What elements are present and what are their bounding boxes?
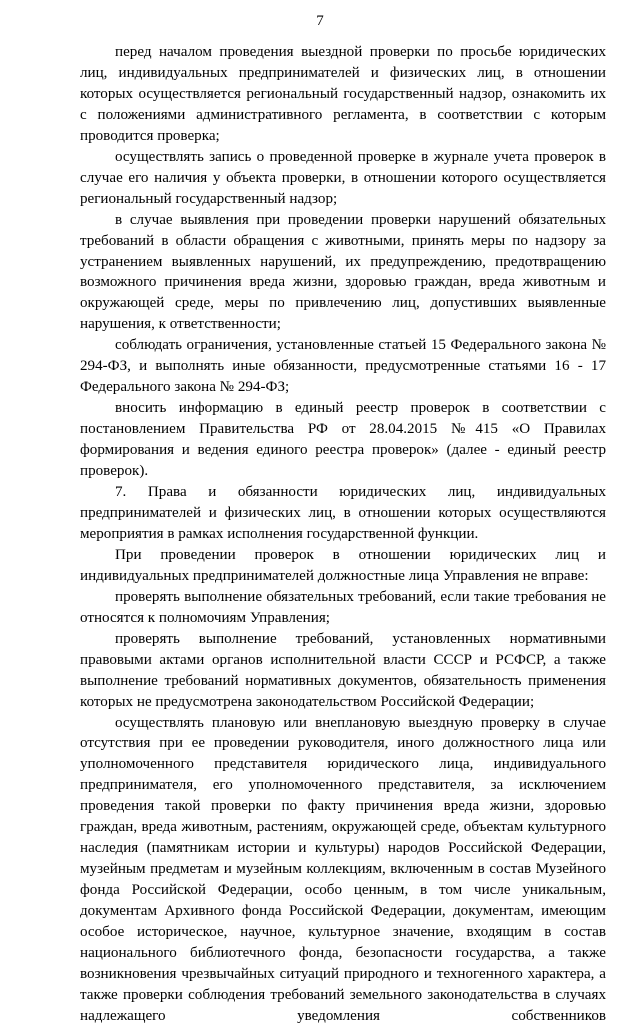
paragraph-inspection-familiarization: перед началом проведения выездной проверки по просьбе юридических лиц, индивидуальных предпринимателей и физических лиц, в отношении которых осуществляется региональный государственный надзор, ознакомить их с положениями административного регламента, в соответствии с которым проводится проверка; xyxy=(80,44,606,144)
document-body xyxy=(80,42,606,1027)
paragraph-prohibitions-intro: При проведении проверок в отношении юридических лиц и индивидуальных предпринимателей должностные лица Управления не вправе: xyxy=(80,546,606,584)
paragraph-prohibition-ussr-acts: проверять выполнение требований, установленных нормативными правовыми актами органов исполнительной власти СССР и РСФСР, а также выполнение требований нормативных документов, обязательность применения которых не предусмотрена законодательством Российской Федерации; xyxy=(80,630,606,710)
section-heading-7: 7. Права и обязанности юридических лиц, индивидуальных предпринимателей и физических лиц, в отношении которых осуществляются мероприятия в рамках исполнения государственной функции. xyxy=(80,484,606,542)
paragraph-prohibition-absence: осуществлять плановую или внеплановую выездную проверку в случае отсутствия при ее проведении руководителя, иного должностного лица или уполномоченного представителя юридического лица, индивидуального предпринимателя, его уполномоченного представителя, за исключением проведения такой проверки по факту причинения вреда жизни, здоровью граждан, вреда животным, растениям, окружающей среде, объектам культурного наследия (памятникам истории и культуры) народов Российской Федерации, музейным предметам и музейным коллекциям, включенным в состав Музейного фонда Российской Федерации, особо ценным, в том числе уникальным, документам Архивного фонда Российской Федерации, документам, имеющим особое историческое, научное, культурное значение, входящим в состав национального библиотечного фонда, безопасности государства, а также возникновения чрезвычайных ситуаций природного и техногенного характера, а также проверки соблюдения требований земельного законодательства в случаях надлежащего уведомления собственников xyxy=(80,714,606,1024)
paragraph-restrictions: соблюдать ограничения, установленные статьей 15 Федерального закона № 294-ФЗ, и выполнять иные обязанности, предусмотренные статьями 16 - 17 Федерального закона № 294-ФЗ; xyxy=(80,337,606,396)
paragraph-prohibition-competence: проверять выполнение обязательных требований, если такие требования не относятся к полномочиям Управления; xyxy=(80,588,606,626)
page-number: 7 xyxy=(316,13,324,29)
paragraph-violation-measures: в случае выявления при проведении проверки нарушений обязательных требований в области обращения с животными, принять меры по надзору за устранением выявленных нарушений, их предупреждению, предотвращению возможного причинения вреда жизни, здоровью граждан, вреда животным и окружающей среде, меры по привлечению лиц, допустивших выявленные нарушения, к ответственности; xyxy=(80,211,606,333)
paragraph-inspection-journal: осуществлять запись о проведенной проверке в журнале учета проверок в случае его наличия у объекта проверки, в отношении которого осуществляется региональный государственный надзор; xyxy=(80,148,606,207)
paragraph-unified-registry: вносить информацию в единый реестр проверок в соответствии с постановлением Правительства РФ от 28.04.2015 №415 «О Правилах формирования и ведения единого реестра проверок» (далее - единый реестр проверок). xyxy=(80,400,606,480)
